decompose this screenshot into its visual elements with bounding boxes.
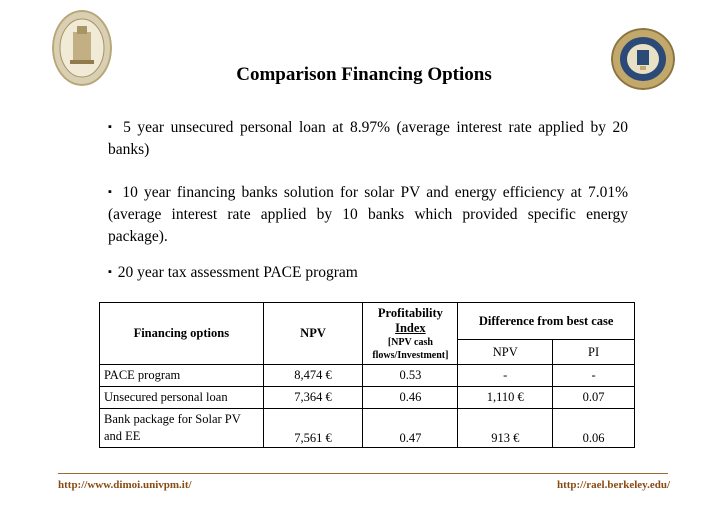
table-row xyxy=(100,409,635,448)
bullet-text: 20 year tax assessment PACE program xyxy=(117,264,358,281)
pi-title-line2: Index xyxy=(395,320,426,335)
subheader-npv: NPV xyxy=(458,340,553,365)
cell-diff-pi: 0.07 xyxy=(553,387,635,409)
bullet-marker: ▪ xyxy=(108,266,112,278)
footer-link-rael[interactable]: http://rael.berkeley.edu/ xyxy=(556,479,670,491)
bullet-marker: ▪ xyxy=(108,121,115,133)
bullet-item xyxy=(108,261,628,284)
bullet-text: 10 year financing banks solution for solar PV and energy efficiency at 7.01% (average interest rate applied by 10 banks which provided specific energy package). xyxy=(108,184,628,245)
cell-pi: 0.47 xyxy=(363,409,458,448)
table-row xyxy=(100,365,635,387)
header-financing-options: Financing options xyxy=(100,303,264,365)
cell-npv: 8,474 € xyxy=(263,365,363,387)
cell-diff-npv: 913 € xyxy=(458,409,553,448)
cell-npv: 7,561 € xyxy=(263,409,363,448)
cell-pi: 0.53 xyxy=(363,365,458,387)
bullet-item xyxy=(108,116,628,161)
financing-comparison-table xyxy=(99,302,635,448)
cell-npv: 7,364 € xyxy=(263,387,363,409)
table-header-row xyxy=(100,303,635,340)
cell-diff-pi: 0.06 xyxy=(553,409,635,448)
cell-diff-pi: - xyxy=(553,365,635,387)
table-row xyxy=(100,387,635,409)
cell-diff-npv: 1,110 € xyxy=(458,387,553,409)
cell-pi: 0.46 xyxy=(363,387,458,409)
subheader-pi: PI xyxy=(553,340,635,365)
pi-title-line1: Profitability xyxy=(377,305,443,320)
bullet-item xyxy=(108,181,628,248)
header-difference-from-best-case: Difference from best case xyxy=(458,303,635,340)
bullet-marker: ▪ xyxy=(108,186,115,198)
footer-link-dimoi[interactable]: http://www.dimoi.univpm.it/ xyxy=(58,479,192,491)
header-profitability-index xyxy=(363,303,458,365)
cell-option: Unsecured personal loan xyxy=(100,387,264,409)
cell-option: PACE program xyxy=(100,365,264,387)
cell-option: Bank package for Solar PV and EE xyxy=(100,409,264,448)
page-title: Comparison Financing Options xyxy=(236,64,492,85)
bullet-text: 5 year unsecured personal loan at 8.97% (average interest rate applied by 20 banks) xyxy=(108,119,628,158)
cell-diff-npv: - xyxy=(458,365,553,387)
header-npv: NPV xyxy=(263,303,363,365)
pi-note: [NPV cash flows/Investment] xyxy=(372,336,449,361)
footer-rule xyxy=(58,473,668,474)
